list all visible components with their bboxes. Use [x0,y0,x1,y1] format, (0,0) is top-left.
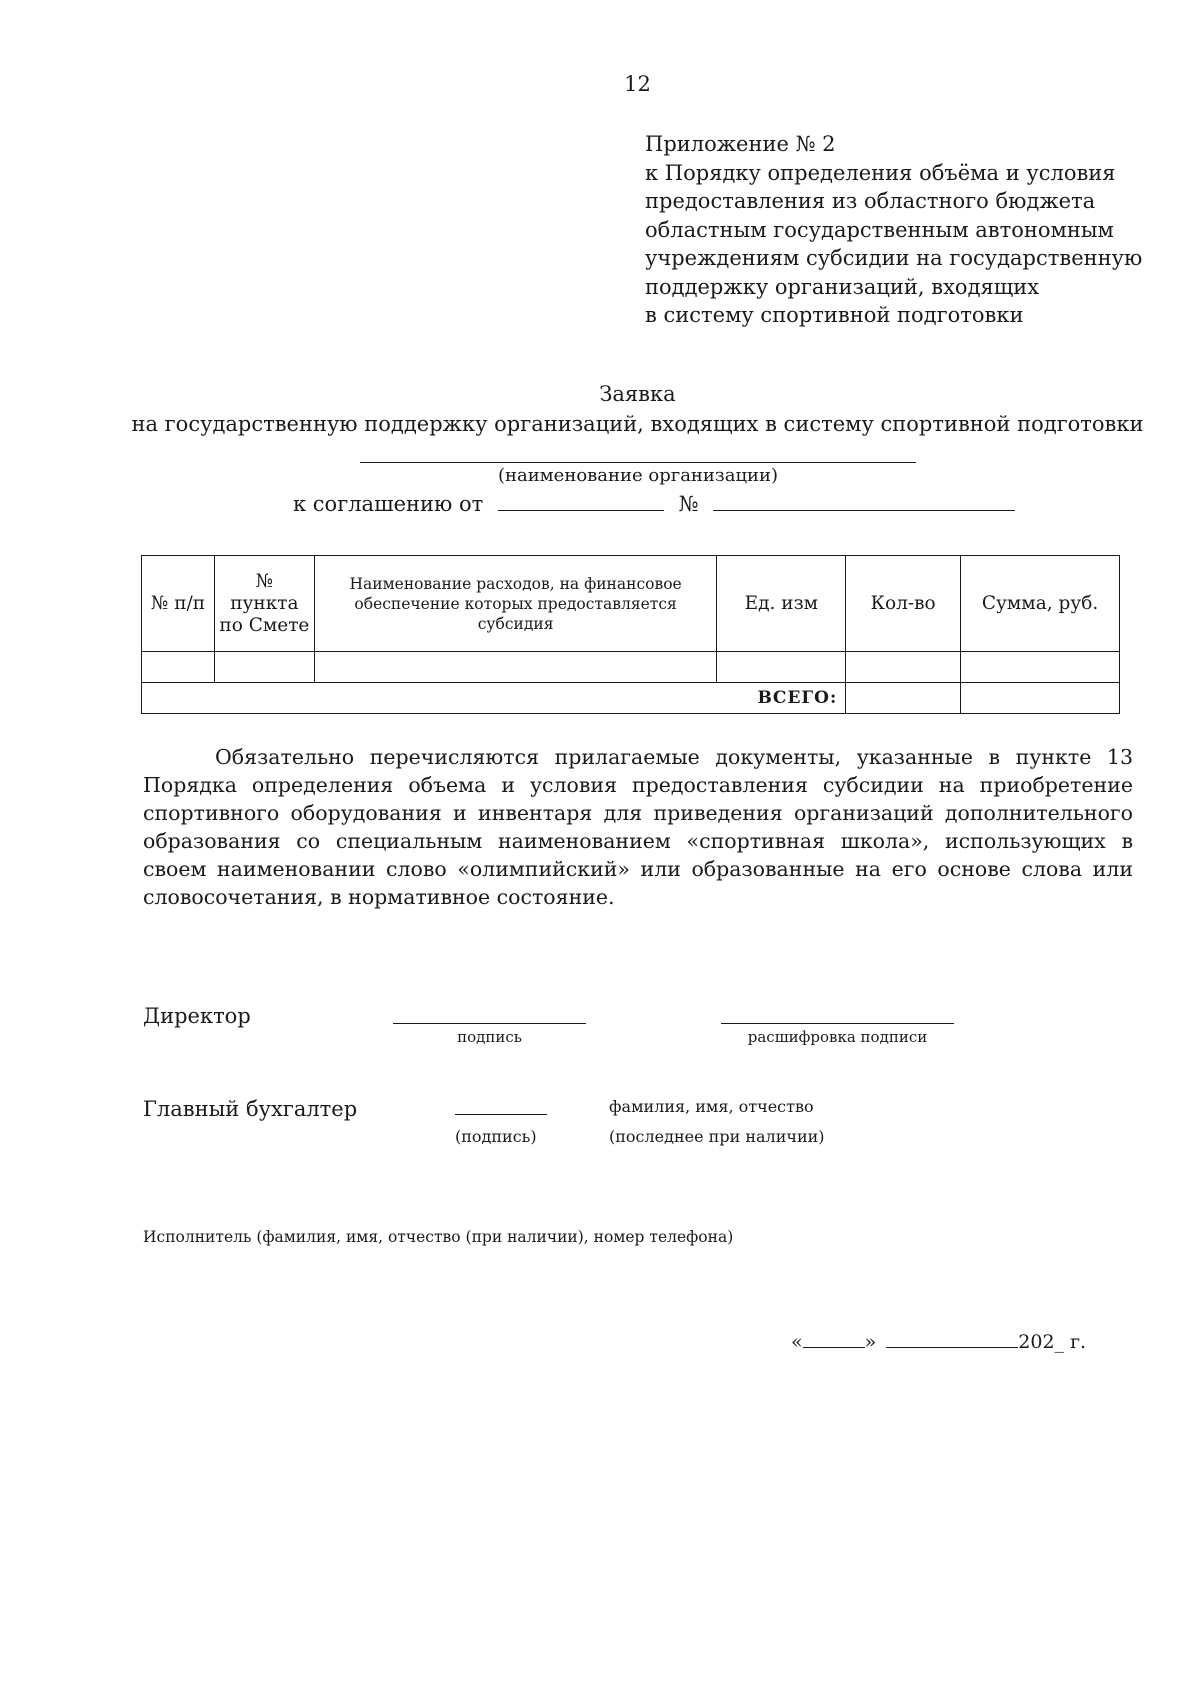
expenses-table [141,555,1120,714]
agreement-line [293,492,1015,516]
column-header: Ед. изм [717,556,846,652]
accountant-label: Главный бухгалтер [143,1097,358,1121]
executor-line: Исполнитель (фамилия, имя, отчество (при наличии), номер телефона) [143,1228,734,1246]
body-paragraph: Обязательно перечисляются прилагаемые документы, указанные в пункте 13 Порядка определения объема и условия предоставления субсидии на приобретение спортивного оборудования и инвентаря для приведения организаций дополнительного образования со специальным наименованием «спортивная школа», использующих в своем наименовании слово «олимпийский» или образованные на его основе слова или словосочетания, в нормативное состояние. [143,745,1133,909]
date-day-blank [803,1331,865,1348]
date-year: 202_ г. [1018,1331,1087,1353]
table-header-row [142,556,1120,652]
appendix-line: к Порядку определения объёма и условия [645,160,1116,185]
director-signature-caption: подпись [457,1028,522,1046]
director-decode-line [721,1023,954,1024]
column-header: Наименование расходов, на финансовое обеспечение которых предоставляется субсидия [314,556,717,652]
total-quantity-cell [846,683,961,714]
date-line [791,1331,1086,1353]
appendix-line: Приложение № 2 [645,132,836,156]
document-title: Заявка [599,382,676,406]
accountant-signature-caption: (подпись) [455,1127,537,1146]
column-header: Кол-во [846,556,961,652]
table-row [142,652,1120,683]
total-label: ВСЕГО: [142,683,846,714]
appendix-line: учреждениям субсидии на государственную [645,246,1143,270]
table-cell [314,652,717,683]
appendix-line: областным государственным автономным [645,217,1114,242]
agreement-number-sign: № [678,492,699,516]
body-paragraph-block [143,743,1133,911]
page-number: 12 [624,72,651,96]
date-open-quote: « [791,1331,803,1353]
date-month-blank [886,1331,1018,1348]
column-header: № п/п [142,556,215,652]
appendix-line: в систему спортивной подготовки [645,303,1024,327]
organization-name-caption: (наименование организации) [497,465,779,486]
agreement-number-blank [713,492,1015,511]
column-header: Сумма, руб. [961,556,1120,652]
column-header: № пункта по Смете [214,556,314,652]
agreement-prefix: к соглашению от [293,492,484,516]
appendix-line: предоставления из областного бюджета [645,189,1096,213]
accountant-signature-line [455,1114,547,1115]
agreement-date-blank [498,492,664,511]
table-cell [717,652,846,683]
organization-name-line [360,462,916,463]
table-cell [846,652,961,683]
appendix-line: поддержку организаций, входящих [645,274,1040,299]
director-decode-caption: расшифровка подписи [747,1028,928,1046]
accountant-name-note: (последнее при наличии) [609,1127,825,1146]
director-label: Директор [143,1004,251,1028]
table-total-row [142,683,1120,714]
document-subtitle: на государственную поддержку организаций, входящих в систему спортивной подготовки [131,412,1144,436]
total-sum-cell [961,683,1120,714]
accountant-name-caption: фамилия, имя, отчество [609,1097,814,1116]
table-cell [961,652,1120,683]
table-cell [214,652,314,683]
date-close-quote: » [864,1331,877,1353]
director-signature-line [393,1023,586,1024]
table-cell [142,652,215,683]
appendix-block [645,130,1142,330]
